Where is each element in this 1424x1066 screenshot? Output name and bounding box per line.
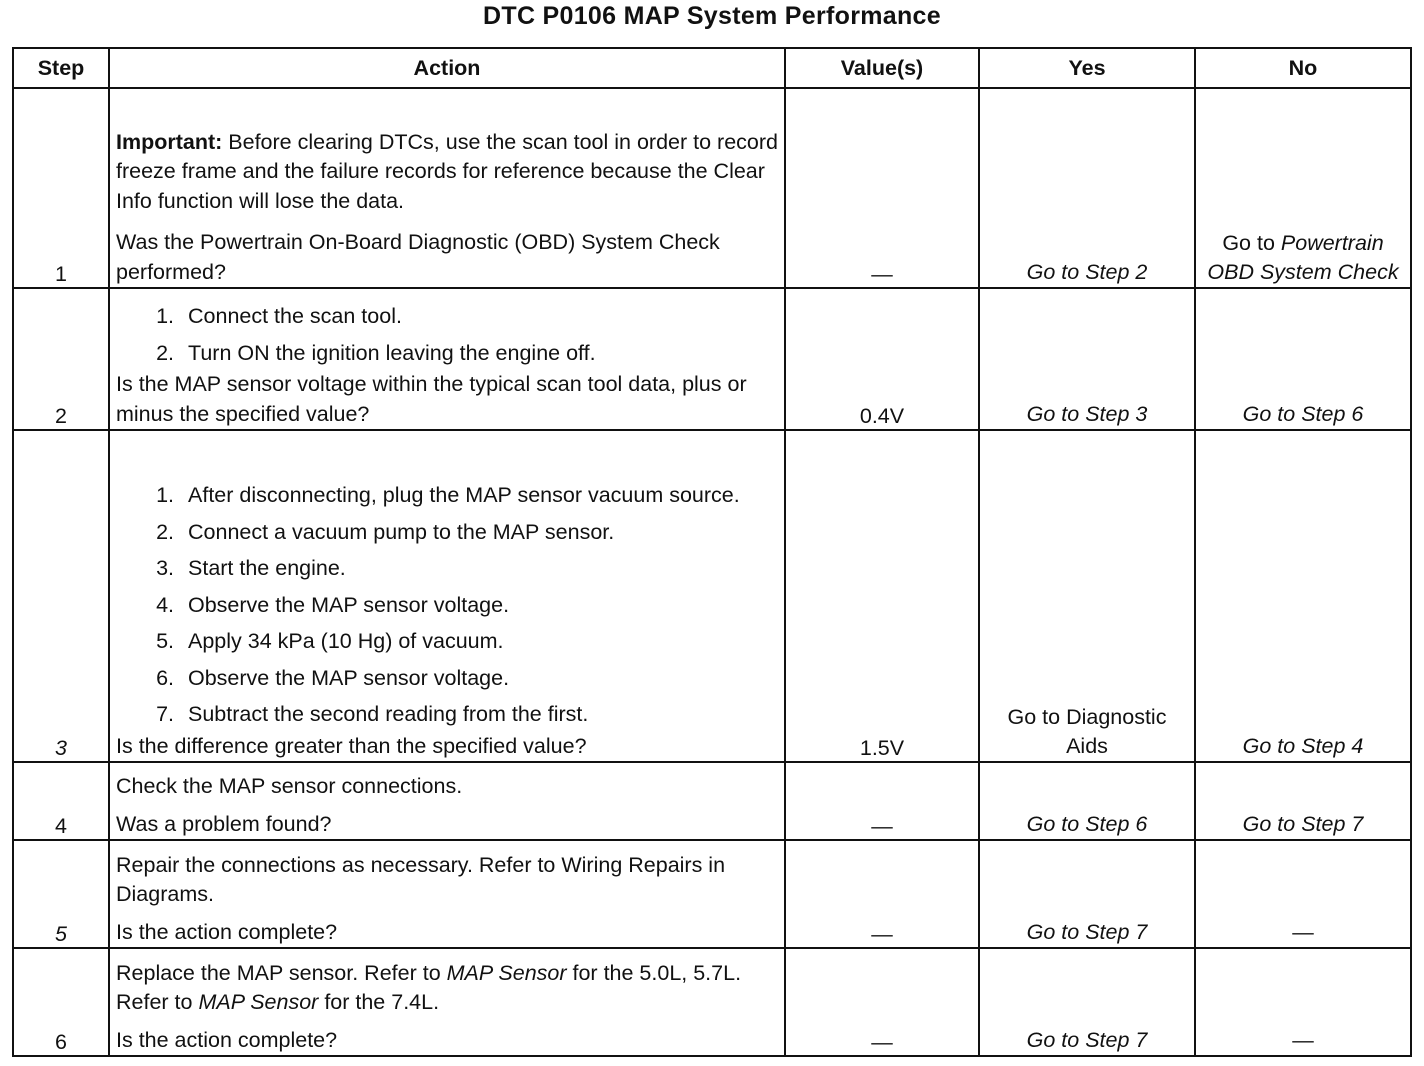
value-cell: — — [785, 88, 979, 288]
no-link-target: Powertrain OBD System Check — [1207, 231, 1399, 284]
question-text: Was the Powertrain On-Board Diagnostic (OBD) System Check performed? — [116, 230, 720, 284]
action-cell — [109, 840, 785, 948]
table-row — [13, 762, 1411, 840]
header-action: Action — [109, 48, 785, 88]
map-sensor-link[interactable]: MAP Sensor — [198, 990, 319, 1014]
action-text-part: for the 7.4L. — [318, 990, 440, 1014]
table-row — [13, 840, 1411, 948]
question-text: Is the action complete? — [116, 919, 338, 944]
action-text-part: Replace the MAP sensor. Refer to — [116, 960, 447, 985]
action-cell — [109, 288, 785, 430]
procedure-step: 1. After disconnecting, plug the MAP sensor vacuum source. — [180, 481, 778, 511]
yes-link[interactable]: Go to Diagnostic Aids — [979, 430, 1195, 762]
procedure-step: 4. Observe the MAP sensor voltage. — [180, 591, 778, 621]
important-label: Important: — [116, 129, 223, 154]
procedure-step: 6. Observe the MAP sensor voltage. — [180, 664, 778, 694]
action-cell — [109, 762, 785, 840]
procedure-list — [116, 481, 778, 730]
action-text: Repair the connections as necessary. Refer to Wiring Repairs in Diagrams. — [116, 852, 726, 906]
no-link-prefix: Go to — [1222, 231, 1281, 255]
header-no: No — [1195, 48, 1411, 88]
no-link[interactable] — [1195, 88, 1411, 288]
header-yes: Yes — [979, 48, 1195, 88]
table-row — [13, 430, 1411, 762]
question-text: Was a problem found? — [116, 811, 332, 836]
yes-link[interactable]: Go to Step 7 — [979, 840, 1195, 948]
no-link[interactable]: Go to Step 6 — [1195, 288, 1411, 430]
value-cell: — — [785, 840, 979, 948]
step-number: 6 — [13, 948, 109, 1056]
no-link[interactable]: Go to Step 7 — [1195, 762, 1411, 840]
action-text-part: for the 5.0L, 5.7L. Refer to — [116, 960, 742, 1014]
header-row — [13, 48, 1411, 88]
step-number: 2 — [13, 288, 109, 430]
no-link[interactable]: Go to Step 4 — [1195, 430, 1411, 762]
yes-link[interactable]: Go to Step 2 — [979, 88, 1195, 288]
important-text: Before clearing DTCs, use the scan tool in order to record freeze frame and the failure records for reference because the Clear Info function will lose the data. — [116, 129, 778, 213]
yes-link[interactable]: Go to Step 7 — [979, 948, 1195, 1056]
procedure-step: 7. Subtract the second reading from the first. — [180, 700, 778, 730]
value-cell: — — [785, 948, 979, 1056]
question-text: Is the difference greater than the specified value? — [116, 733, 587, 758]
procedure-step: 2. Connect a vacuum pump to the MAP sensor. — [180, 518, 778, 548]
table-row — [13, 948, 1411, 1056]
no-value: — — [1195, 948, 1411, 1056]
header-values: Value(s) — [785, 48, 979, 88]
page-title: DTC P0106 MAP System Performance — [483, 2, 941, 30]
procedure-step: 5. Apply 34 kPa (10 Hg) of vacuum. — [180, 627, 778, 657]
table-row — [13, 288, 1411, 430]
step-number: 3 — [13, 430, 109, 762]
procedure-step: 3. Start the engine. — [180, 554, 778, 584]
yes-link[interactable]: Go to Step 6 — [979, 762, 1195, 840]
value-cell: — — [785, 762, 979, 840]
procedure-step: 1. Connect the scan tool. — [180, 302, 778, 332]
yes-link[interactable]: Go to Step 3 — [979, 288, 1195, 430]
step-number: 1 — [13, 88, 109, 288]
action-text: Check the MAP sensor connections. — [116, 774, 463, 798]
diagnostic-table — [12, 47, 1412, 1057]
value-cell: 1.5V — [785, 430, 979, 762]
procedure-step: 2. Turn ON the ignition leaving the engine off. — [180, 339, 778, 369]
map-sensor-link[interactable]: MAP Sensor — [446, 960, 567, 985]
value-cell: 0.4V — [785, 288, 979, 430]
question-text: Is the action complete? — [116, 1027, 338, 1052]
procedure-list — [116, 302, 778, 368]
action-cell — [109, 948, 785, 1056]
action-cell — [109, 430, 785, 762]
table-row — [13, 88, 1411, 288]
step-number: 4 — [13, 762, 109, 840]
no-value: — — [1195, 840, 1411, 948]
important-note — [116, 128, 778, 217]
header-step: Step — [13, 48, 109, 88]
question-text: Is the MAP sensor voltage within the typical scan tool data, plus or minus the specified value? — [116, 372, 747, 426]
action-text — [116, 959, 778, 1018]
step-number: 5 — [13, 840, 109, 948]
action-cell — [109, 88, 785, 288]
